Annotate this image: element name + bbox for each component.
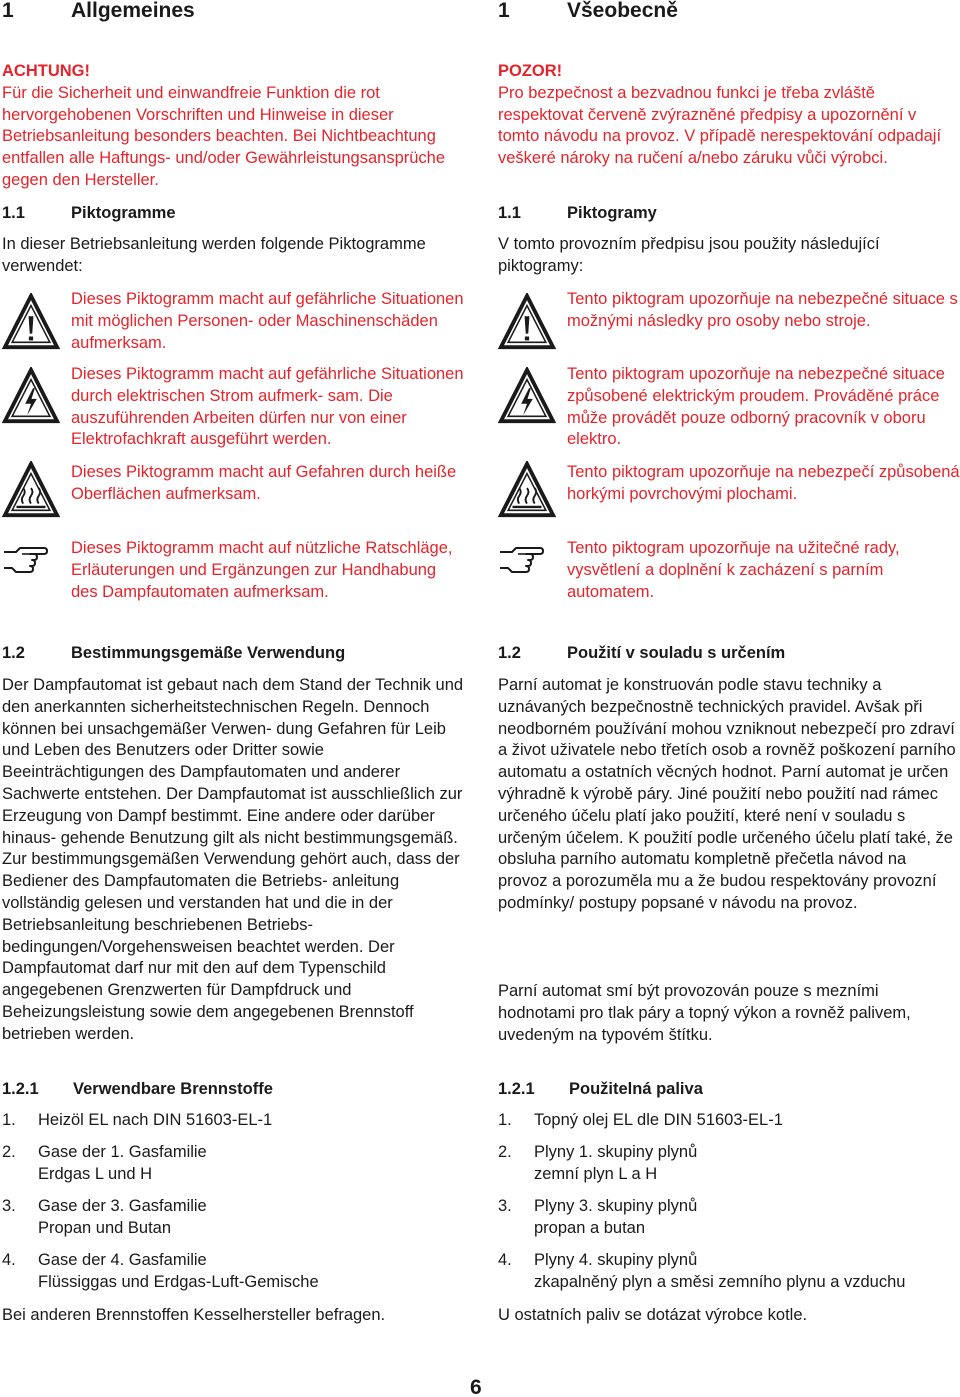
list-text: Plyny 4. skupiny plynů [534, 1251, 698, 1269]
list-number: 4. [498, 1251, 512, 1269]
warning-title: ACHTUNG! [2, 62, 90, 80]
list-number: 1. [498, 1111, 512, 1129]
pictogram-danger-text: Tento piktogram upozorňuje na nebezpečné situace s možnými následky pro osoby nebo stroje. [567, 290, 958, 330]
intended-use-text: Parní automat je konstruován podle stavu techniky a uznávaných bezpečnostně technických pravidel. Avšak při neodborném používání mohou vzniknout nebezpečí pro zdraví a život uživatele nebo třetích osob a rovněž poškození parního automatu a ostatních věcných hodnot. Parní automat je určen výhradně k výrobě páry. Jiné použití nebo použití nad rámec určeného účelu platí jako použití, které není v souladu s určeným účelem. K použití podle určeného účelu platí také, že obsluha parního automatu kompletně přečetla návod na provoz a porozuměla mu a že budou respektovány provozní podmínky/ postupy popsané v návodu na provoz. [498, 676, 956, 912]
warning-block [2, 61, 464, 192]
list-number: 2. [2, 1143, 16, 1161]
pointing-hand-icon [498, 540, 544, 579]
list-text: Gase der 3. Gasfamilie [38, 1197, 207, 1215]
danger-warning-icon [498, 293, 556, 356]
section-title: Bestimmungsgemäße Verwendung [71, 644, 346, 662]
section-number: 1.2 [498, 644, 521, 662]
pictogram-danger-text: Dieses Piktogramm macht auf gefährliche Situationen mit möglichen Personen- oder Maschinenschäden aufmerksam. [71, 290, 464, 352]
chapter-number: 1 [2, 0, 14, 22]
list-text: Gase der 4. Gasfamilie [38, 1251, 207, 1269]
pictogram-tip-text: Dieses Piktogramm macht auf nützliche Ratschläge, Erläuterungen und Ergänzungen zur Handhabung des Dampfautomaten aufmerksam. [71, 539, 453, 601]
subsection-heading-fuels [2, 1078, 273, 1100]
list-number: 3. [2, 1197, 16, 1215]
list-number: 2. [498, 1143, 512, 1161]
subsection-heading-fuels [498, 1078, 703, 1100]
warning-text: Für die Sicherheit und einwandfreie Funktion die rot hervorgehobenen Vorschriften und Hinweise in dieser Betriebsanleitung besonders beachten. Bei Nichtbeachtung entfallen alle Haftungs- und/oder Gewährleistungsansprüche gegen den Hersteller. [2, 83, 446, 189]
page-number: 6 [470, 1376, 482, 1397]
section-number: 1.2 [2, 644, 25, 662]
pictogram-hot-text: Tento piktogram upozorňuje na nebezpečí způsobená horkými povrchovými plochami. [567, 463, 960, 503]
list-subtext: Propan und Butan [38, 1219, 172, 1237]
list-text: Plyny 1. skupiny plynů [534, 1143, 698, 1161]
pictogram-tip-text: Tento piktogram upozorňuje na užitečné rady, vysvětlení a doplnění k zacházení s parním automatem. [567, 539, 900, 601]
section-number: 1.1 [498, 204, 521, 222]
hot-surface-icon [2, 461, 60, 524]
danger-warning-icon [2, 293, 60, 356]
electric-hazard-icon [498, 367, 556, 430]
chapter-heading [498, 0, 678, 23]
section-heading-pictograms [498, 202, 657, 224]
pointing-hand-icon [2, 540, 48, 579]
pictograms-intro: In dieser Betriebsanleitung werden folgende Piktogramme verwendet: [2, 235, 426, 275]
electric-hazard-icon [2, 367, 60, 430]
fuels-note: Bei anderen Brennstoffen Kesselhersteller befragen. [2, 1306, 386, 1324]
list-text: Gase der 1. Gasfamilie [38, 1143, 207, 1161]
pictogram-electric-text: Dieses Piktogramm macht auf gefährliche Situationen durch elektrischen Strom aufmerk- sam. Die auszuführenden Arbeiten dürfen nur von einer Elektrofachkraft ausgeführt werden. [71, 365, 464, 449]
list-text: Topný olej EL dle DIN 51603-EL-1 [534, 1111, 783, 1129]
section-heading-intended-use [498, 642, 785, 664]
list-text: Plyny 3. skupiny plynů [534, 1197, 698, 1215]
subsection-title: Verwendbare Brennstoffe [73, 1080, 273, 1098]
subsection-title: Použitelná paliva [569, 1080, 703, 1098]
fuels-note: U ostatních paliv se dotázat výrobce kotle. [498, 1306, 808, 1324]
list-subtext: propan a butan [534, 1219, 646, 1237]
section-title: Použití v souladu s určením [567, 644, 786, 662]
chapter-number: 1 [498, 0, 510, 22]
hot-surface-icon [498, 461, 556, 524]
chapter-title: Všeobecně [567, 0, 678, 22]
intended-use-text-limits: Parní automat smí být provozován pouze s mezními hodnotami pro tlak páry a topný výkon a rovněž palivem, uvedeným na typovém štítku. [498, 982, 911, 1044]
subsection-number: 1.2.1 [498, 1080, 535, 1098]
list-number: 4. [2, 1251, 16, 1269]
section-title: Piktogramy [567, 204, 657, 222]
warning-block [498, 61, 960, 170]
pictogram-hot-text: Dieses Piktogramm macht auf Gefahren durch heiße Oberflächen aufmerksam. [71, 463, 457, 503]
chapter-heading [2, 0, 195, 23]
list-text: Heizöl EL nach DIN 51603-EL-1 [38, 1111, 273, 1129]
section-number: 1.1 [2, 204, 25, 222]
list-subtext: zkapalněný plyn a směsi zemního plynu a vzduchu [534, 1273, 906, 1291]
intended-use-text: Der Dampfautomat ist gebaut nach dem Stand der Technik und den anerkannten sicherheitstechnischen Regeln. Dennoch können bei unsachgemäßer Verwen- dung Gefahren für Leib und Leben des Benutzers oder Dritter sowie Beeinträchtigungen des Dampfautomaten und anderer Sachwerte entstehen. Der Dampfautomat ist ausschließlich zur Erzeugung von Dampf bestimmt. Eine andere oder darüber hinaus- gehende Benutzung gilt als nicht bestimmungsgemäß. Zur bestimmungsgemäßen Verwendung gehört auch, dass der Bediener des Dampfautomaten die Betriebs- anleitung vollständig gelesen und verstanden hat und die in der Betriebsanleitung beschriebenen Betriebs- bedingungen/Vorgehensweisen beachtet werden. Der Dampfautomat darf nur mit den auf dem Typenschild angegebenen Grenzwerten für Dampfdruck und Beheizungsleistung sowie dem angegebenen Brennstoff betrieben werden. [2, 676, 464, 1043]
section-heading-intended-use [2, 642, 345, 664]
list-number: 3. [498, 1197, 512, 1215]
section-title: Piktogramme [71, 204, 176, 222]
list-subtext: zemní plyn L a H [534, 1165, 658, 1183]
subsection-number: 1.2.1 [2, 1080, 39, 1098]
warning-title: POZOR! [498, 62, 563, 80]
chapter-title: Allgemeines [71, 0, 195, 22]
pictograms-intro: V tomto provozním předpisu jsou použity následující piktogramy: [498, 235, 880, 275]
warning-text: Pro bezpečnost a bezvadnou funkci je třeba zvláště respektovat červeně zvýrazněné předpisy a upozornění v tomto návodu na provoz. V případě nerespektování odpadají veškeré nároky na ručení a/nebo záruku vůči výrobci. [498, 83, 942, 168]
list-subtext: Flüssiggas und Erdgas-Luft-Gemische [38, 1273, 319, 1291]
section-heading-pictograms [2, 202, 176, 224]
list-number: 1. [2, 1111, 16, 1129]
list-subtext: Erdgas L und H [38, 1165, 153, 1183]
pictogram-electric-text: Tento piktogram upozorňuje na nebezpečné situace způsobené elektrickým proudem. Prováděné práce může provádět pouze odborný pracovník v oboru elektro. [567, 365, 945, 449]
